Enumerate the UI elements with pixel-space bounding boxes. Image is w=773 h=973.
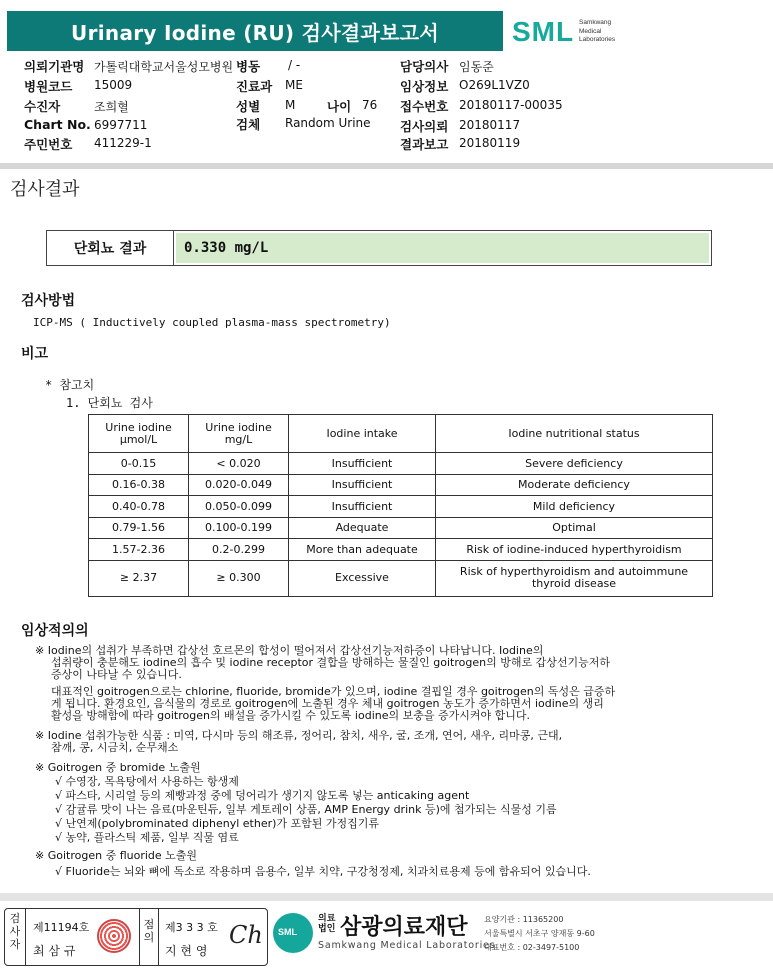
clinical-line: √ Fluoride는 뇌와 뼈에 독소로 작용하며 음용수, 일부 치약, 구강청정제, 치과치료용제 등에 함유되어 있습니다.: [55, 865, 591, 878]
table-cell: 0.40-0.78: [89, 496, 189, 518]
col-status: Iodine nutritional status: [436, 415, 713, 453]
table-row: [89, 560, 713, 596]
table-row: [89, 539, 713, 561]
remarks-title: 비고: [21, 346, 49, 362]
hospital-code-value: 15009: [94, 78, 133, 92]
table-cell: ≥ 0.300: [189, 560, 289, 596]
ward-value: / -: [288, 58, 301, 72]
sml-logo: [512, 14, 652, 50]
report-title: Urinary Iodine (RU) 검사결과보고서: [71, 20, 439, 45]
reference-subtitle: 1. 단회뇨 검사: [66, 396, 153, 410]
table-cell: Mild deficiency: [436, 496, 713, 518]
request-value: 20180117: [459, 118, 521, 132]
logo-text: SML: [278, 927, 297, 937]
table-cell: Risk of iodine-induced hyperthyroidism: [436, 539, 713, 561]
report-date-label: 결과보고: [400, 137, 449, 152]
table-cell: Severe deficiency: [436, 453, 713, 475]
report-title-bar: [7, 11, 503, 51]
table-cell: 0-0.15: [89, 453, 189, 475]
department-label: 진료과: [236, 79, 273, 94]
result-label: 단회뇨 결과: [47, 231, 174, 265]
table-row: [89, 517, 713, 539]
samkwang-logo-icon: [273, 909, 315, 953]
reference-title: * 참고치: [45, 378, 95, 392]
method-text: ICP-MS ( Inductively coupled plasma-mass spectrometry): [33, 316, 391, 329]
specimen-value: Random Urine: [285, 116, 371, 130]
table-cell: 1.57-2.36: [89, 539, 189, 561]
sign-divider: [139, 909, 140, 965]
results-section-title: 검사결과: [10, 179, 80, 200]
table-row: [89, 453, 713, 475]
clinical-line: 참깨, 콩, 시금치, 순무채소: [51, 741, 179, 754]
request-label: 검사의뢰: [400, 119, 449, 134]
table-cell: Adequate: [289, 517, 436, 539]
clinical-line: ※ Goitrogen 중 bromide 노출원: [35, 761, 201, 774]
clinical-line: √ 수영장, 목욕탕에서 사용하는 항생제: [55, 775, 239, 788]
result-value: 0.330 mg/L: [176, 233, 709, 263]
logo-subtitle: Samkwang Medical Laboratories: [579, 19, 616, 43]
table-cell: 0.79-1.56: [89, 517, 189, 539]
table-cell: Insufficient: [289, 496, 436, 518]
table-cell: More than adequate: [289, 539, 436, 561]
chart-no-value: 6997711: [94, 118, 148, 132]
clinical-title: 임상적의의: [21, 623, 89, 639]
doctor-value: 임동준: [459, 60, 494, 74]
signature-box: [4, 908, 268, 966]
clinical-line: ※ Goitrogen 중 fluoride 노출원: [35, 849, 198, 862]
clinical-line: √ 난연제(polybrominated diphenyl ether)가 포함된 가정집기류: [55, 817, 380, 830]
col-intake: Iodine intake: [289, 415, 436, 453]
section-divider: [0, 163, 773, 169]
table-cell: Optimal: [436, 517, 713, 539]
clinical-line: 증상이 나타날 수 있습니다.: [51, 668, 182, 681]
examiner-license-no: 제11194호: [33, 921, 90, 934]
method-title: 검사방법: [21, 293, 76, 309]
table-cell: 0.100-0.199: [189, 517, 289, 539]
clinical-line: 게 됩니다. 환경요인, 음식물의 경로로 goitrogen에 노출된 경우 체내 goitrogen 농도가 증가하면서 iodine의 생리: [51, 697, 604, 710]
age-value: 76: [362, 98, 378, 112]
chart-no-label: Chart No.: [24, 117, 91, 132]
result-box: [46, 230, 712, 266]
examinee-label: 수진자: [24, 99, 61, 114]
receipt-no-value: 20180117-00035: [459, 98, 563, 112]
clinical-line: 활성을 방해함에 따라 goitrogen의 배설을 증가시킬 수 있도록 iodine의 보충을 증가시켜야 합니다.: [51, 709, 530, 722]
clinical-line: √ 파스타, 시리얼 등의 제빵과정 중에 덩어리가 생기지 않도록 넣는 anticaking agent: [55, 789, 470, 802]
examiner-vertical-label: 검사자: [9, 912, 21, 951]
table-header-row: [89, 415, 713, 453]
org-institution-code: 요양기관 : 11365200: [484, 915, 564, 924]
col-umol: Urine iodine μmol/L: [89, 415, 189, 453]
org-phone: 대표번호 : 02-3497-5100: [484, 943, 580, 952]
org-type: 의료 법인: [318, 914, 336, 934]
id-value: 411229-1: [94, 136, 152, 150]
pathologist-license-no: 제3 3 3 호: [165, 921, 218, 934]
ward-label: 병동: [236, 59, 261, 74]
department-value: ME: [285, 78, 303, 92]
clinical-info-label: 임상정보: [400, 79, 449, 94]
footer-divider: [0, 893, 773, 901]
col-mg: Urine iodine mg/L: [189, 415, 289, 453]
clinical-line: 대표적인 goitrogen으로는 chlorine, fluoride, bromide가 있으며, iodine 결핍일 경우 goitrogen의 독성은 급증하: [51, 685, 616, 698]
table-cell: 0.16-0.38: [89, 474, 189, 496]
table-cell: Moderate deficiency: [436, 474, 713, 496]
table-cell: ≥ 2.37: [89, 560, 189, 596]
sex-label: 성별: [236, 99, 261, 114]
specimen-label: 검체: [236, 117, 261, 132]
clinical-line: 섭취량이 충분해도 iodine의 흡수 및 iodine receptor 결합을 방해하는 물질인 goitrogen의 방해로 갑상선기능저하: [51, 656, 610, 669]
table-cell: Excessive: [289, 560, 436, 596]
clinical-line: ※ Iodine 섭취가능한 식품 : 미역, 다시마 등의 해조류, 정어리, 참치, 새우, 굴, 조개, 연어, 새우, 리마콩, 근대,: [35, 729, 563, 742]
institution-label: 의뢰기관명: [24, 59, 85, 74]
clinical-line: √ 농약, 플라스틱 제품, 일부 직물 염료: [55, 831, 239, 844]
table-cell: Risk of hyperthyroidism and autoimmune thyroid disease: [436, 560, 713, 596]
institution-value: 가톨릭대학교서울성모병원: [94, 60, 234, 74]
reference-table: [88, 414, 713, 597]
receipt-no-label: 접수번호: [400, 99, 449, 114]
table-cell: 0.050-0.099: [189, 496, 289, 518]
clinical-line: √ 감귤류 맛이 나는 음료(마운틴듀, 일부 게토레이 상품, AMP Energy drink 등)에 첨가되는 식물성 기름: [55, 803, 557, 816]
table-cell: < 0.020: [189, 453, 289, 475]
sign-divider: [158, 909, 159, 965]
examinee-value: 조희혈: [94, 100, 129, 114]
table-cell: 0.020-0.049: [189, 474, 289, 496]
id-label: 주민번호: [24, 137, 73, 152]
age-label: 나이: [327, 99, 352, 114]
doctor-label: 담당의사: [400, 59, 449, 74]
sex-value: M: [285, 98, 296, 112]
sign-divider: [25, 909, 26, 965]
hospital-code-label: 병원코드: [24, 79, 73, 94]
table-cell: Insufficient: [289, 453, 436, 475]
pathologist-name: 지 현 영: [165, 944, 208, 958]
table-cell: Insufficient: [289, 474, 436, 496]
report-date-value: 20180119: [459, 136, 521, 150]
org-name: 삼광의료재단: [340, 915, 468, 940]
clinical-line: ※ Iodine의 섭취가 부족하면 갑상선 호르몬의 합성이 떨어져서 갑상선기능저하증이 나타납니다. Iodine의: [35, 644, 544, 657]
examiner-name: 최 삼 규: [33, 944, 76, 958]
org-address: 서울특별시 서초구 양재동 9-60: [484, 929, 595, 938]
logo-mark: SML: [512, 16, 575, 47]
table-row: [89, 474, 713, 496]
table-cell: 0.2-0.299: [189, 539, 289, 561]
clinical-info-value: O269L1VZ0: [459, 78, 530, 92]
org-english-name: Samkwang Medical Laboratories: [318, 940, 496, 951]
handwritten-signature: Ch: [229, 921, 263, 949]
official-seal-icon: [97, 919, 131, 953]
table-row: [89, 496, 713, 518]
pathologist-vertical-label: 점의: [143, 918, 155, 944]
